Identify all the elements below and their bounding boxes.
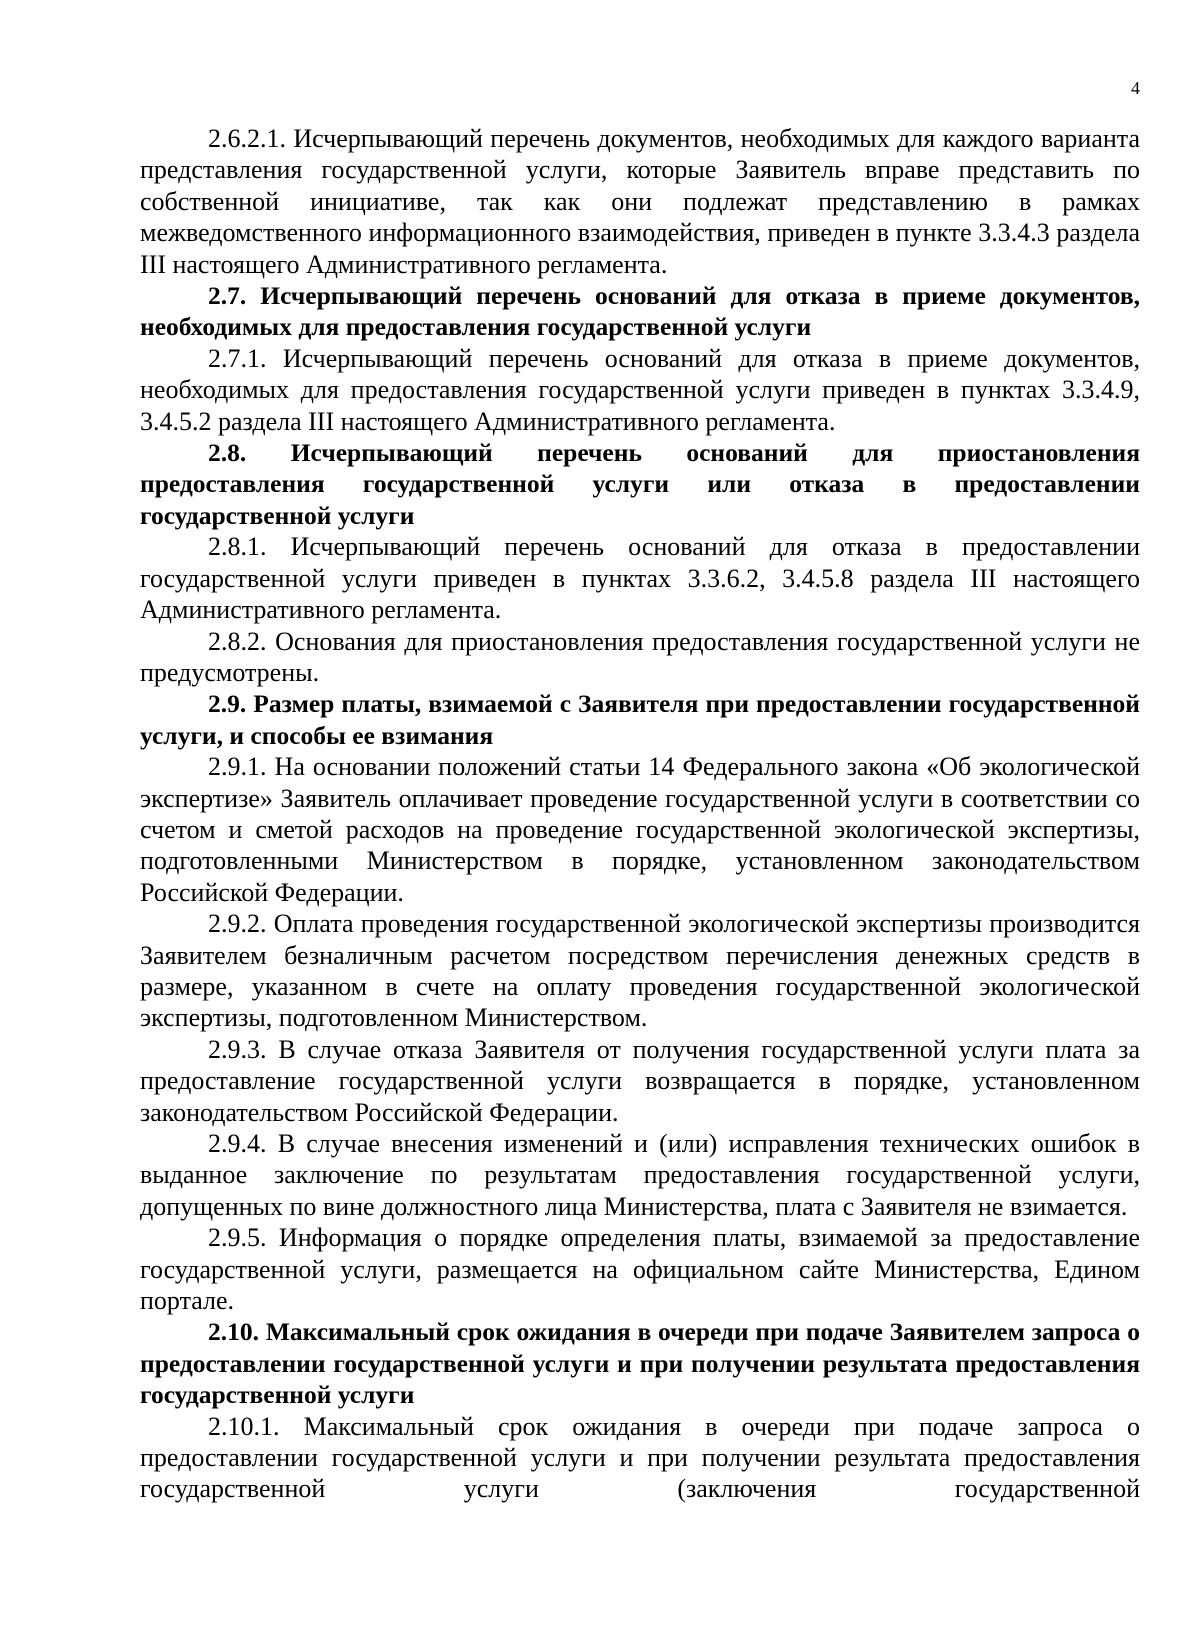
heading-2-10: 2.10. Максимальный срок ожидания в очереди при подаче Заявителем запроса о предоставлении государственной услуги и при получении результата предоставления государственной услуги <box>140 1317 1140 1410</box>
paragraph-2-9-4: 2.9.4. В случае внесения изменений и (или) исправления технических ошибок в выданное заключение по результатам предоставления государственной услуги, допущенных по вине должностного лица Министерства, плата с Заявителя не взимается. <box>140 1129 1140 1221</box>
paragraph-2-9-3: 2.9.3. В случае отказа Заявителя от получения государственной услуги плата за предоставление государственной услуги возвращается в порядке, установленном законодательством Российской Федерации. <box>140 1034 1140 1127</box>
heading-2-7: 2.7. Исчерпывающий перечень оснований для отказа в приеме документов, необходимых для предоставления государственной услуги <box>140 281 1140 342</box>
paragraph-2-8-2: 2.8.2. Основания для приостановления предоставления государственной услуги не предусмотрены. <box>140 626 1140 687</box>
heading-2-9: 2.9. Размер платы, взимаемой с Заявителя при предоставлении государственной услуги, и способы ее взимания <box>140 689 1140 750</box>
heading-2-8: 2.8. Исчерпывающий перечень оснований для приостановления предоставления государственной услуги или отказа в предоставлении государственной услуги <box>140 438 1140 530</box>
page-number: 4 <box>1131 78 1140 98</box>
paragraph-2-9-5: 2.9.5. Информация о порядке определения платы, взимаемой за предоставление государственной услуги, размещается на официальном сайте Министерства, Едином портале. <box>140 1223 1140 1316</box>
document-body <box>140 123 1140 1505</box>
paragraph-2-9-1: 2.9.1. На основании положений статьи 14 Федерального закона «Об экологической экспертизе» Заявитель оплачивает проведение государственной услуги в соответствии со счетом и сметой расходов на проведение государственной экологической экспертизы, подготовленными Министерством в порядке, установленном законодательством Российской Федерации. <box>140 752 1140 907</box>
paragraph-2-10-1: 2.10.1. Максимальный срок ожидания в очереди при подаче запроса о предоставлении государственной услуги и при получении результата предоставления государственной услуги (заключения государственной <box>140 1411 1140 1504</box>
paragraph-2-9-2: 2.9.2. Оплата проведения государственной экологической экспертизы производится Заявителем безналичным расчетом посредством перечисления денежных средств в размере, указанном в счете на оплату проведения государственной экологической экспертизы, подготовленном Министерством. <box>140 909 1140 1033</box>
paragraph-2-8-1: 2.8.1. Исчерпывающий перечень оснований для отказа в предоставлении государственной услуги приведен в пунктах 3.3.6.2, 3.4.5.8 раздела III настоящего Административного регламента. <box>140 532 1140 625</box>
paragraph-2-7-1: 2.7.1. Исчерпывающий перечень оснований для отказа в приеме документов, необходимых для предоставления государственной услуги приведен в пунктах 3.3.4.9, 3.4.5.2 раздела III настоящего Административного регламента. <box>140 343 1140 436</box>
paragraph-2-6-2-1: 2.6.2.1. Исчерпывающий перечень документов, необходимых для каждого варианта представления государственной услуги, которые Заявитель вправе представить по собственной инициативе, так как они подлежат представлению в рамках межведомственного информационного взаимодействия, приведен в пункте 3.3.4.3 раздела III настоящего Административного регламента. <box>140 124 1140 279</box>
